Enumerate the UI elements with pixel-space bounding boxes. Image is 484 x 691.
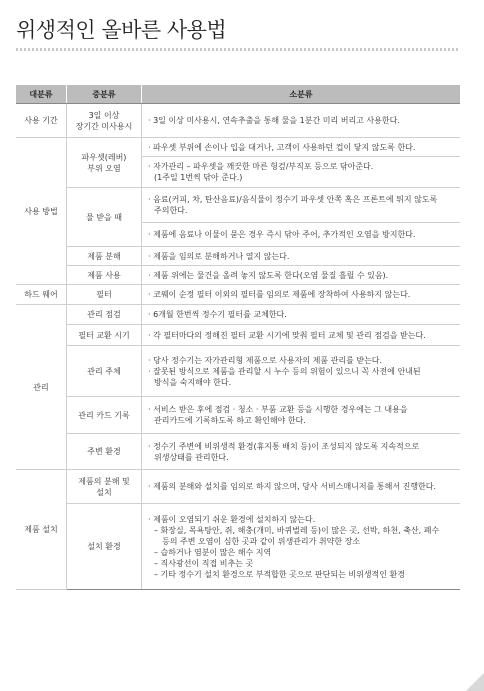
table-row bbox=[16, 470, 460, 504]
minor-category-cell: · 각 필터마다의 정해진 필터 교환 시기에 맞춰 필터 교체 및 관리 점검을 받는다. bbox=[142, 325, 461, 346]
medium-category-cell: 필터 bbox=[67, 285, 142, 305]
medium-category-cell: 관리 점검 bbox=[67, 305, 142, 325]
major-category-cell: 하드 웨어 bbox=[16, 285, 67, 305]
usage-guide-table bbox=[16, 85, 460, 590]
header-medium-category: 중분류 bbox=[67, 85, 142, 104]
major-category-cell: 사용 방법 bbox=[16, 138, 67, 285]
page-curl-decoration bbox=[466, 673, 484, 691]
minor-category-cell: · 6개월 한번씩 정수기 필터를 교체한다. bbox=[142, 305, 461, 325]
minor-category-cell: · 파우셋 부위에 손이나 입을 대거나, 고객이 사용하던 컵이 닿지 않도록 한다. bbox=[142, 138, 461, 157]
table-row bbox=[16, 104, 460, 138]
table-row bbox=[16, 266, 460, 285]
page-title: 위생적인 올바른 사용법 bbox=[16, 18, 227, 42]
table-row bbox=[16, 285, 460, 305]
minor-category-cell: · 제품이 오염되기 쉬운 환경에 설치하지 않는다. – 화장실, 목욕탕안, 쥐, 해충(개미, 바퀴벌레 등)이 많은 곳, 선박, 하천, 축산, 폐수 등의 주변 오염이 심한 곳과 같이 위생관리가 취약한 장소 – 습하거나 염분이 많은 해수 지역 – 직사광선이 직접 비추는 곳 – 기타 정수기 설치 환경으로 부적합한 곳으로 판단되는 비위생적인 환경 bbox=[142, 504, 461, 590]
header-minor-category: 소분류 bbox=[142, 85, 461, 104]
table-row bbox=[16, 305, 460, 325]
major-category-cell: 사용 기간 bbox=[16, 104, 67, 138]
medium-category-cell: 제품 사용 bbox=[67, 266, 142, 285]
medium-category-cell: 주변 환경 bbox=[67, 434, 142, 470]
medium-category-cell: 제품 분해 bbox=[67, 247, 142, 266]
table-row bbox=[16, 346, 460, 397]
title-divider bbox=[16, 48, 460, 51]
medium-category-cell: 필터 교환 시기 bbox=[67, 325, 142, 346]
minor-category-cell: · 3일 이상 미사용시, 연속추출을 통해 물을 1분간 미리 버리고 사용한다. bbox=[142, 104, 461, 138]
minor-category-cell: · 제품에 음료나 이물이 묻은 경우 즉시 닦아 주어, 추가적인 오염을 방지한다. bbox=[142, 223, 461, 247]
table-row bbox=[16, 434, 460, 470]
major-category-cell: 제품 설치 bbox=[16, 470, 67, 590]
medium-category-cell: 물 받을 때 bbox=[67, 188, 142, 247]
minor-category-cell: · 제품을 임의로 분해하거나 열지 않는다. bbox=[142, 247, 461, 266]
minor-category-cell: · 정수기 주변에 비위생적 환경(휴지통 배치 등)이 조성되지 않도록 지속적으로 위생상태를 관리한다. bbox=[142, 434, 461, 470]
minor-category-cell: · 자가관리 – 파우셋을 깨끗한 마른 헝겊/부직포 등으로 닦아준다. (1주일 1번씩 닦아 준다.) bbox=[142, 157, 461, 188]
minor-category-cell: · 당사 정수기는 자가관리형 제품으로 사용자의 제품 관리를 받는다. · 잘못된 방식으로 제품을 관리할 시 누수 등의 위험이 있으니 꼭 사전에 안내된 방식을 숙지해야 한다. bbox=[142, 346, 461, 397]
major-category-cell: 관리 bbox=[16, 305, 67, 470]
table-row bbox=[16, 397, 460, 434]
table-row bbox=[16, 247, 460, 266]
medium-category-cell: 파우셋(레버) 부위 오염 bbox=[67, 138, 142, 188]
medium-category-cell: 제품의 분해 및 설치 bbox=[67, 470, 142, 504]
table-row bbox=[16, 188, 460, 223]
medium-category-cell: 관리 주체 bbox=[67, 346, 142, 397]
table-header-row bbox=[16, 85, 460, 104]
minor-category-cell: · 제품 위에는 물건을 올려 놓지 않도록 한다(오염 물질 흘릴 수 있음). bbox=[142, 266, 461, 285]
table-row bbox=[16, 138, 460, 157]
header-major-category: 대분류 bbox=[16, 85, 67, 104]
minor-category-cell: · 제품의 분해와 설치를 임의로 하지 않으며, 당사 서비스매니저를 통해서 진행한다. bbox=[142, 470, 461, 504]
table-row bbox=[16, 325, 460, 346]
minor-category-cell: · 서비스 받은 후에 점검 · 청소 · 부품 교환 등을 시행한 경우에는 그 내용을 관리카드에 기록하도록 하고 확인해야 한다. bbox=[142, 397, 461, 434]
minor-category-cell: · 음료(커피, 차, 탄산음료)/음식물이 정수기 파우셋 안쪽 혹은 프론트에 튀지 않도록 주의한다. bbox=[142, 188, 461, 223]
medium-category-cell: 관리 카드 기록 bbox=[67, 397, 142, 434]
table-row bbox=[16, 504, 460, 590]
minor-category-cell: · 코웨이 순정 필터 이외의 필터를 임의로 제품에 장착하여 사용하지 않는다. bbox=[142, 285, 461, 305]
medium-category-cell: 설치 환경 bbox=[67, 504, 142, 590]
medium-category-cell: 3일 이상 장기간 미사용시 bbox=[67, 104, 142, 138]
